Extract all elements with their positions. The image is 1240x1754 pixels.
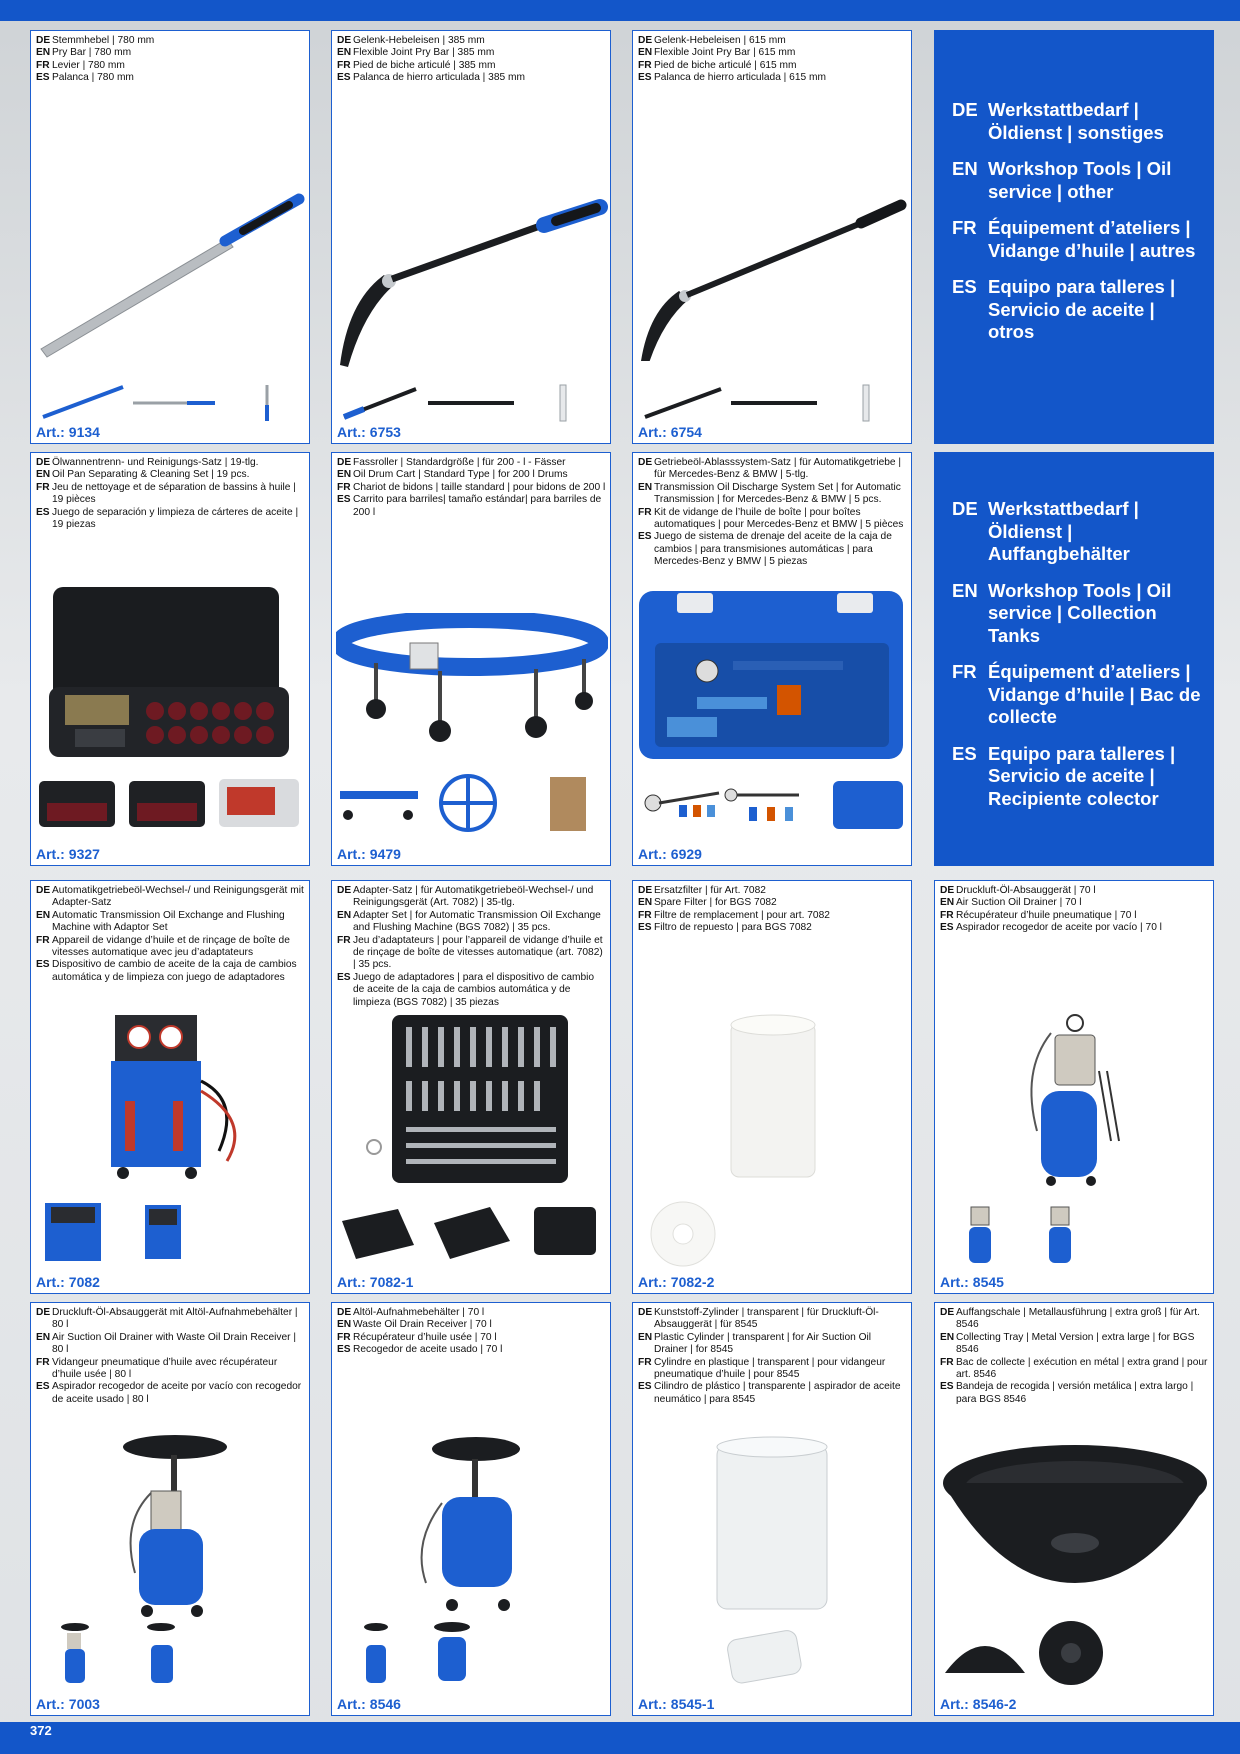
desc-line: DE Gelenk-Hebeleisen | 385 mm — [337, 35, 485, 46]
product-card-8545-1[interactable] — [632, 1302, 912, 1716]
desc-line: DE Adapter-Satz | für Automatikgetriebeöl-Wechsel-/ und Reinigungsgerät (Art. 7082) | 35-tlg. — [337, 885, 594, 909]
thumbnail-images — [941, 1619, 1121, 1689]
desc-line: EN Adapter Set | for Automatic Transmission Oil Exchange and Flushing Machine (BGS 7082) | 35 pcs. — [337, 909, 601, 934]
thumbnail-images — [37, 773, 305, 833]
desc-line: DE Stemmhebel | 780 mm — [36, 35, 155, 46]
category-line: ES Equipo para talleres | Servicio de aceite | Recipiente colector — [952, 742, 1176, 809]
desc-line: EN Oil Pan Separating & Cleaning Set | 19 pcs. — [36, 469, 250, 481]
thumbnail-images — [37, 383, 305, 423]
desc-line: FR Levier | 780 mm — [36, 59, 125, 71]
desc-line: DE Gelenk-Hebeleisen | 615 mm — [638, 35, 786, 46]
article-number: Art.: 9327 — [36, 846, 100, 862]
desc-line: FR Jeu de nettoyage et de séparation de bassins à huile | 19 pièces — [36, 481, 296, 506]
article-number: Art.: 9479 — [337, 846, 401, 862]
thumbnail-images — [37, 1199, 305, 1265]
thumbnail-images — [338, 1201, 606, 1261]
category-line: ES Equipo para talleres | Servicio de aceite | otros — [952, 276, 1176, 342]
blue-case-set-image — [637, 587, 909, 763]
desc-line: DE Auffangschale | Metallausführung | extra groß | für Art. 8546 — [940, 1307, 1200, 1331]
desc-line: DE Kunststoff-Zylinder | transparent | für Druckluft-Öl-Absauggerät | für 8545 — [638, 1307, 879, 1331]
desc-line: EN Oil Drum Cart | Standard Type | for 200 l Drums — [337, 469, 568, 481]
category-line: EN Workshop Tools | Oil service | Collection Tanks — [952, 579, 1172, 646]
desc-line: ES Aspirador recogedor de aceite por vacío con recogedor de aceite usado | 80 l — [36, 1381, 302, 1405]
desc-line: FR Kit de vidange de l’huile de boîte | pour boîtes automatiques | pour Mercedes-Benz et BMW | 5 pièces — [638, 506, 904, 531]
desc-line: FR Cylindre en plastique | transparent | pour vidangeur pneumatique d’huile | pour 8545 — [638, 1356, 886, 1381]
article-number: Art.: 6929 — [638, 846, 702, 862]
category-line: DE Werkstattbedarf | Öldienst | sonstiges — [952, 99, 1164, 143]
article-number: Art.: 7082-1 — [337, 1274, 414, 1290]
joint-pry-bar-image — [334, 171, 610, 371]
article-number: Art.: 7082 — [36, 1274, 100, 1290]
category-box-2 — [934, 452, 1214, 866]
spare-filter-image — [723, 1011, 823, 1181]
flushing-machine-image — [101, 1011, 251, 1181]
thumbnail-images — [639, 383, 907, 423]
product-card-6754[interactable] — [632, 30, 912, 444]
plastic-cylinder-image — [703, 1433, 843, 1623]
filter-disc-image — [643, 1201, 723, 1267]
desc-line: FR Récupérateur d’huile pneumatique | 70 l — [940, 909, 1137, 921]
drum-cart-image — [336, 613, 608, 763]
article-number: Art.: 8546 — [337, 1696, 401, 1712]
desc-line: DE Getriebeöl-Ablasssystem-Satz | für Automatikgetriebe | für Mercedes-Benz & BMW | 5-tlg. — [638, 457, 902, 481]
category-line: DE Werkstattbedarf | Öldienst | Auffangbehälter — [952, 498, 1139, 564]
thumbnail-images — [338, 773, 606, 833]
desc-line: ES Bandeja de recogida | versión metálica | extra largo | para BGS 8546 — [940, 1381, 1194, 1405]
oil-drainer-image — [1015, 1011, 1135, 1191]
desc-line: DE Ölwannentrenn- und Reinigungs-Satz | 19-tlg. — [36, 457, 259, 468]
desc-line: ES Dispositivo de cambio de aceite de la caja de cambios automática y de limpieza con juego de adaptadores — [36, 959, 297, 983]
desc-line: FR Chariot de bidons | taille standard | pour bidons de 200 l — [337, 481, 606, 493]
product-card-8546-2[interactable] — [934, 1302, 1214, 1716]
desc-line: ES Cilindro de plástico | transparente | aspirador de aceite neumático | para 8545 — [638, 1381, 901, 1405]
adapter-set-image — [362, 1011, 592, 1191]
desc-line: EN Collecting Tray | Metal Version | extra large | for BGS 8546 — [940, 1331, 1195, 1356]
desc-line: EN Plastic Cylinder | transparent | for Air Suction Oil Drainer | for 8545 — [638, 1331, 872, 1356]
page-number: 372 — [30, 1723, 52, 1738]
product-card-9134[interactable] — [30, 30, 310, 444]
product-card-7082[interactable] — [30, 880, 310, 1294]
desc-line: FR Appareil de vidange d’huile et de rinçage de boîte de vitesses automatique avec jeu d’adaptateurs — [36, 934, 290, 959]
article-number: Art.: 8545-1 — [638, 1696, 715, 1712]
desc-line: ES Palanca | 780 mm — [36, 72, 134, 84]
category-line: EN Workshop Tools | Oil service | other — [952, 158, 1172, 202]
article-number: Art.: 8545 — [940, 1274, 1004, 1290]
desc-line: ES Palanca de hierro articulada | 615 mm — [638, 72, 826, 84]
desc-line: ES Carrito para barriles| tamaño estándar| para barriles de 200 l — [337, 494, 602, 518]
desc-line: FR Vidangeur pneumatique d’huile avec récupérateur d’huile usée | 80 l — [36, 1356, 278, 1381]
oil-drainer-receiver-image — [111, 1433, 241, 1623]
product-card-9327[interactable] — [30, 452, 310, 866]
article-number: Art.: 6753 — [337, 424, 401, 440]
product-card-6753[interactable] — [331, 30, 611, 444]
small-cylinder-image — [723, 1625, 813, 1685]
product-card-7082-2[interactable] — [632, 880, 912, 1294]
desc-line: FR Pied de biche articulé | 385 mm — [337, 59, 496, 71]
desc-line: EN Waste Oil Drain Receiver | 70 l — [337, 1319, 492, 1331]
category-line: FR Équipement d’ateliers | Vidange d’huile | Bac de collecte — [952, 661, 1201, 727]
top-bar — [0, 0, 1240, 21]
waste-oil-receiver-image — [402, 1433, 542, 1623]
desc-line: EN Air Suction Oil Drainer | 70 l — [940, 897, 1082, 909]
product-card-6929[interactable] — [632, 452, 912, 866]
desc-line: EN Air Suction Oil Drainer with Waste Oil Drain Receiver | 80 l — [36, 1331, 297, 1356]
desc-line: ES Filtro de repuesto | para BGS 7082 — [638, 922, 812, 934]
bottom-bar — [0, 1722, 1240, 1754]
joint-pry-bar-image — [635, 181, 911, 361]
thumbnail-images — [955, 1201, 1085, 1267]
article-number: Art.: 9134 — [36, 424, 100, 440]
desc-line: ES Palanca de hierro articulada | 385 mm — [337, 72, 525, 84]
desc-line: FR Filtre de remplacement | pour art. 7082 — [638, 909, 830, 921]
desc-line: FR Récupérateur d’huile usée | 70 l — [337, 1331, 497, 1343]
collecting-tray-image — [941, 1443, 1209, 1593]
article-number: Art.: 6754 — [638, 424, 702, 440]
desc-line: DE Automatikgetriebeöl-Wechsel-/ und Reinigungsgerät mit Adapter-Satz — [36, 885, 304, 909]
article-number: Art.: 7003 — [36, 1696, 100, 1712]
desc-line: EN Spare Filter | for BGS 7082 — [638, 897, 777, 909]
case-set-image — [45, 583, 295, 763]
product-card-7003[interactable] — [30, 1302, 310, 1716]
desc-line: EN Transmission Oil Discharge System Set | for Automatic Transmission | for Mercedes-Benz & BMW | 5 pcs. — [638, 481, 901, 506]
desc-line: DE Druckluft-Öl-Absauggerät mit Altöl-Aufnahmebehälter | 80 l — [36, 1307, 298, 1331]
desc-line: EN Automatic Transmission Oil Exchange and Flushing Machine with Adaptor Set — [36, 909, 285, 934]
desc-line: FR Bac de collecte | exécution en métal | extra grand | pour art. 8546 — [940, 1356, 1208, 1381]
desc-line: ES Aspirador recogedor de aceite por vacío | 70 l — [940, 922, 1162, 934]
product-card-9479[interactable] — [331, 452, 611, 866]
desc-line: FR Pied de biche articulé | 615 mm — [638, 59, 797, 71]
pry-bar-image — [33, 181, 309, 361]
desc-line: EN Flexible Joint Pry Bar | 385 mm — [337, 47, 495, 59]
article-number: Art.: 7082-2 — [638, 1274, 715, 1290]
desc-line: DE Fassroller | Standardgröße | für 200 - l - Fässer — [337, 457, 566, 468]
thumbnail-images — [338, 383, 606, 423]
article-number: Art.: 8546-2 — [940, 1696, 1017, 1712]
desc-line: EN Flexible Joint Pry Bar | 615 mm — [638, 47, 796, 59]
desc-line: EN Pry Bar | 780 mm — [36, 47, 132, 59]
desc-line: DE Ersatzfilter | für Art. 7082 — [638, 885, 766, 896]
category-box-1 — [934, 30, 1214, 444]
category-line: FR Équipement d’ateliers | Vidange d’huile | autres — [952, 217, 1196, 261]
thumbnail-images — [352, 1621, 512, 1687]
desc-line: ES Juego de adaptadores | para el dispositivo de cambio de aceite de la caja de cambios automática y de limpieza (BGS 7082) | 35 piezas — [337, 971, 595, 1008]
desc-line: ES Recogedor de aceite usado | 70 l — [337, 1344, 503, 1356]
thumbnail-images — [639, 773, 907, 833]
thumbnail-images — [51, 1621, 211, 1687]
product-card-8545[interactable] — [934, 880, 1214, 1294]
product-card-8546[interactable] — [331, 1302, 611, 1716]
desc-line: DE Druckluft-Öl-Absauggerät | 70 l — [940, 885, 1096, 896]
product-card-7082-1[interactable] — [331, 880, 611, 1294]
desc-line: DE Altöl-Aufnahmebehälter | 70 l — [337, 1307, 485, 1318]
desc-line: ES Juego de sistema de drenaje del aceite de la caja de cambios | para transmisiones automáticas | para Mercedes-Benz y BMW | 5 piezas — [638, 531, 892, 568]
desc-line: ES Juego de separación y limpieza de cárteres de aceite | 19 piezas — [36, 506, 299, 531]
desc-line: FR Jeu d’adaptateurs | pour l’appareil de vidange d’huile et de rinçage de boîte de vitesses automatique (art. 7082) | 35 pcs. — [337, 934, 603, 971]
